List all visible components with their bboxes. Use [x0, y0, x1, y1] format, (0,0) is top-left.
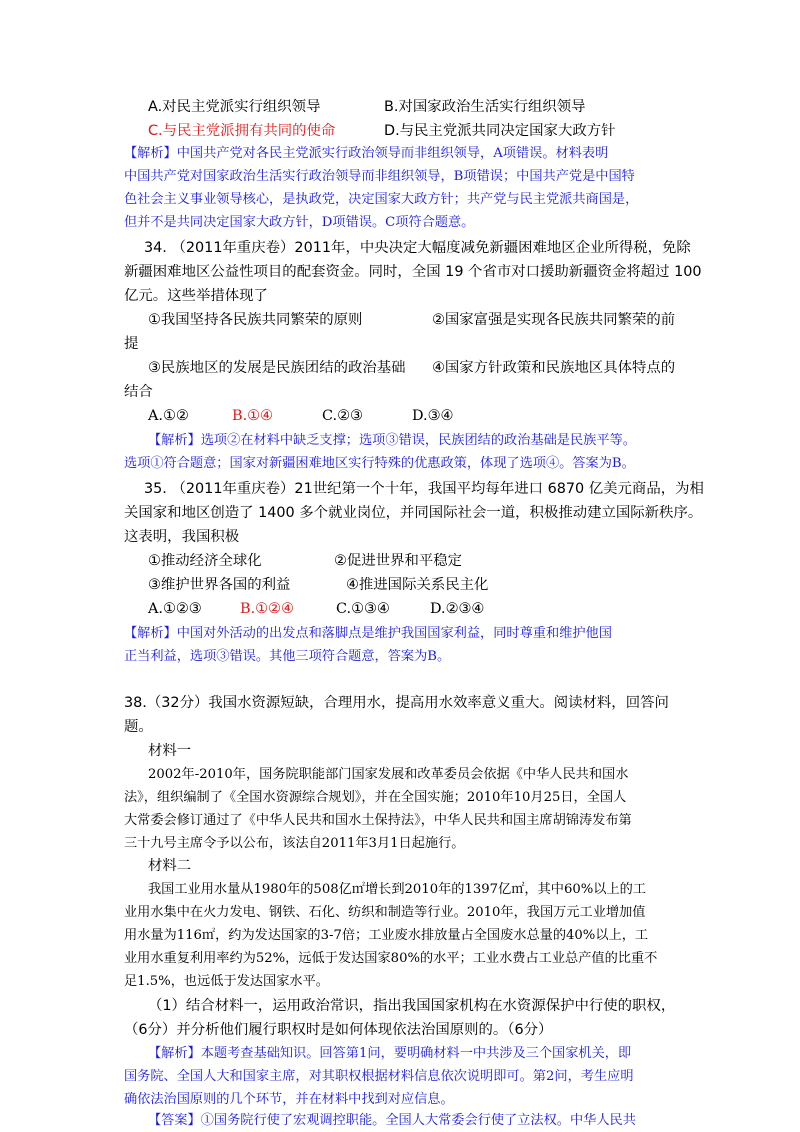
q35-stem-line: 35. （2011年重庆卷）21世纪第一个十年，我国平均每年进口 6870 亿美元商品，为相 — [144, 481, 704, 497]
q34-item-4-cont: 结合 — [124, 384, 153, 400]
q38-stem-line: 题。 — [124, 719, 153, 735]
q35-analysis-line: 正当利益，选项③错误。其他三项符合题意，答案为B。 — [124, 649, 451, 664]
q33-option-b: B.对国家政治生活实行组织领导 — [384, 99, 586, 115]
q38-question-1-line: （1）结合材料一，运用政治常识，指出我国国家机构在水资源保护中行使的职权， — [148, 998, 676, 1014]
q34-option-b-correct: B.①④ — [232, 408, 273, 424]
material-1-line: 2002年-2010年，国务院职能部门国家发展和改革委员会依据《中华人民共和国水 — [148, 767, 629, 782]
material-2-line: 业用水重复利用率约为52%，远低于发达国家80%的水平；工业水费占工业总产值的比重不 — [124, 951, 658, 966]
q34-option-a: A.①② — [148, 408, 189, 424]
q33-analysis-line: 【解析】中国共产党对各民主党派实行政治领导而非组织领导，A项错误。材料表明 — [124, 146, 609, 161]
q34-stem-line: 34. （2011年重庆卷）2011年，中央决定大幅度减免新疆困难地区企业所得税，免除 — [144, 240, 691, 256]
q35-option-c: C.①③④ — [336, 601, 390, 617]
q34-item-1: ①我国坚持各民族共同繁荣的原则 — [148, 312, 363, 328]
q38-answer-line: 【答案】①国务院行使了宏观调控职能。全国人大常委会行使了立法权。中华人民共 — [148, 1113, 636, 1128]
q35-option-d: D.②③④ — [430, 601, 485, 617]
q34-analysis-line: 选项①符合题意；国家对新疆困难地区实行特殊的优惠政策，体现了选项④。答案为B。 — [124, 456, 635, 471]
material-1-line: 三十九号主席令予以公布，该法自2011年3月1日起施行。 — [124, 836, 465, 851]
q34-item-4: ④国家方针政策和民族地区具体特点的 — [432, 360, 676, 376]
q38-question-1-line: （6分）并分析他们履行职权时是如何体现依法治国原则的。（6分） — [124, 1022, 553, 1038]
q34-stem-line: 新疆困难地区公益性项目的配套资金。同时，全国 19 个省市对口援助新疆资金将超过 100 — [124, 264, 702, 280]
q34-item-2-cont: 提 — [124, 336, 139, 352]
q38-analysis-line: 确依法治国原则的几个环节，并在材料中找到对应信息。 — [124, 1092, 454, 1107]
q34-item-3: ③民族地区的发展是民族团结的政治基础 — [148, 360, 406, 376]
q35-option-a: A.①②③ — [148, 601, 202, 617]
q35-analysis-line: 【解析】中国对外活动的出发点和落脚点是维护我国国家利益，同时尊重和维护他国 — [124, 626, 612, 641]
material-2-line: 我国工业用水量从1980年的508亿㎡增长到2010年的1397亿㎡，其中60%以上的工 — [148, 882, 647, 897]
q35-item-1: ①推动经济全球化 — [148, 553, 262, 569]
material-1-line: 法》，组织编制了《全国水资源综合规划》，并在全国实施；2010年10月25日，全国人 — [124, 790, 627, 805]
q33-analysis-line: 中国共产党对国家政治生活实行政治领导而非组织领导，B项错误；中国共产党是中国特 — [124, 169, 635, 184]
q34-item-2: ②国家富强是实现各民族共同繁荣的前 — [432, 312, 676, 328]
material-2-line: 用水量为116㎡，约为发达国家的3-7倍；工业废水排放量占全国废水总量的40%以上，工 — [124, 928, 649, 943]
q33-analysis-line: 但并不是共同决定国家大政方针，D项错误。C项符合题意。 — [124, 215, 475, 230]
q35-option-b-correct: B.①②④ — [240, 601, 294, 617]
q33-option-c-correct: C.与民主党派拥有共同的使命 — [148, 123, 336, 139]
q34-option-d: D.③④ — [412, 408, 454, 424]
material-2-line: 业用水集中在火力发电、钢铁、石化、纺织和制造等行业。2010年，我国万元工业增加值 — [124, 905, 646, 920]
q34-stem-line: 亿元。这些举措体现了 — [124, 288, 268, 304]
q35-stem-line: 这表明，我国积极 — [124, 529, 240, 545]
q35-item-4: ④推进国际关系民主化 — [346, 577, 489, 593]
q35-item-2: ②促进世界和平稳定 — [334, 553, 463, 569]
material-2-line: 足1.5%，也远低于发达国家水平。 — [124, 974, 329, 989]
q34-option-c: C.②③ — [322, 408, 363, 424]
q34-analysis-line: 【解析】选项②在材料中缺乏支撑；选项③错误，民族团结的政治基础是民族平等。 — [148, 433, 636, 448]
q38-analysis-line: 【解析】本题考查基础知识。回答第1问，要明确材料一中共涉及三个国家机关，即 — [148, 1046, 632, 1061]
material-2-title: 材料二 — [148, 858, 192, 874]
q38-analysis-line: 国务院、全国人大和国家主席，对其职权根据材料信息依次说明即可。第2问，考生应明 — [124, 1069, 634, 1084]
q35-stem-line: 关国家和地区创造了 1400 多个就业岗位，并同国际社会一道，积极推动建立国际新秩序。 — [124, 505, 703, 521]
q33-option-d: D.与民主党派共同决定国家大政方针 — [384, 123, 616, 139]
q35-item-3: ③维护世界各国的利益 — [148, 577, 291, 593]
material-1-line: 大常委会修订通过了《中华人民共和国水土保持法》，中华人民共和国主席胡锦涛发布第 — [124, 813, 632, 828]
material-1-title: 材料一 — [148, 743, 192, 759]
q33-option-a: A.对民主党派实行组织领导 — [148, 99, 321, 115]
q33-analysis-line: 色社会主义事业领导核心，是执政党，决定国家大政方针；共产党与民主党派共商国是， — [124, 192, 639, 207]
q38-stem-line: 38.（32分）我国水资源短缺，合理用水，提高用水效率意义重大。阅读材料，回答问 — [124, 695, 669, 711]
